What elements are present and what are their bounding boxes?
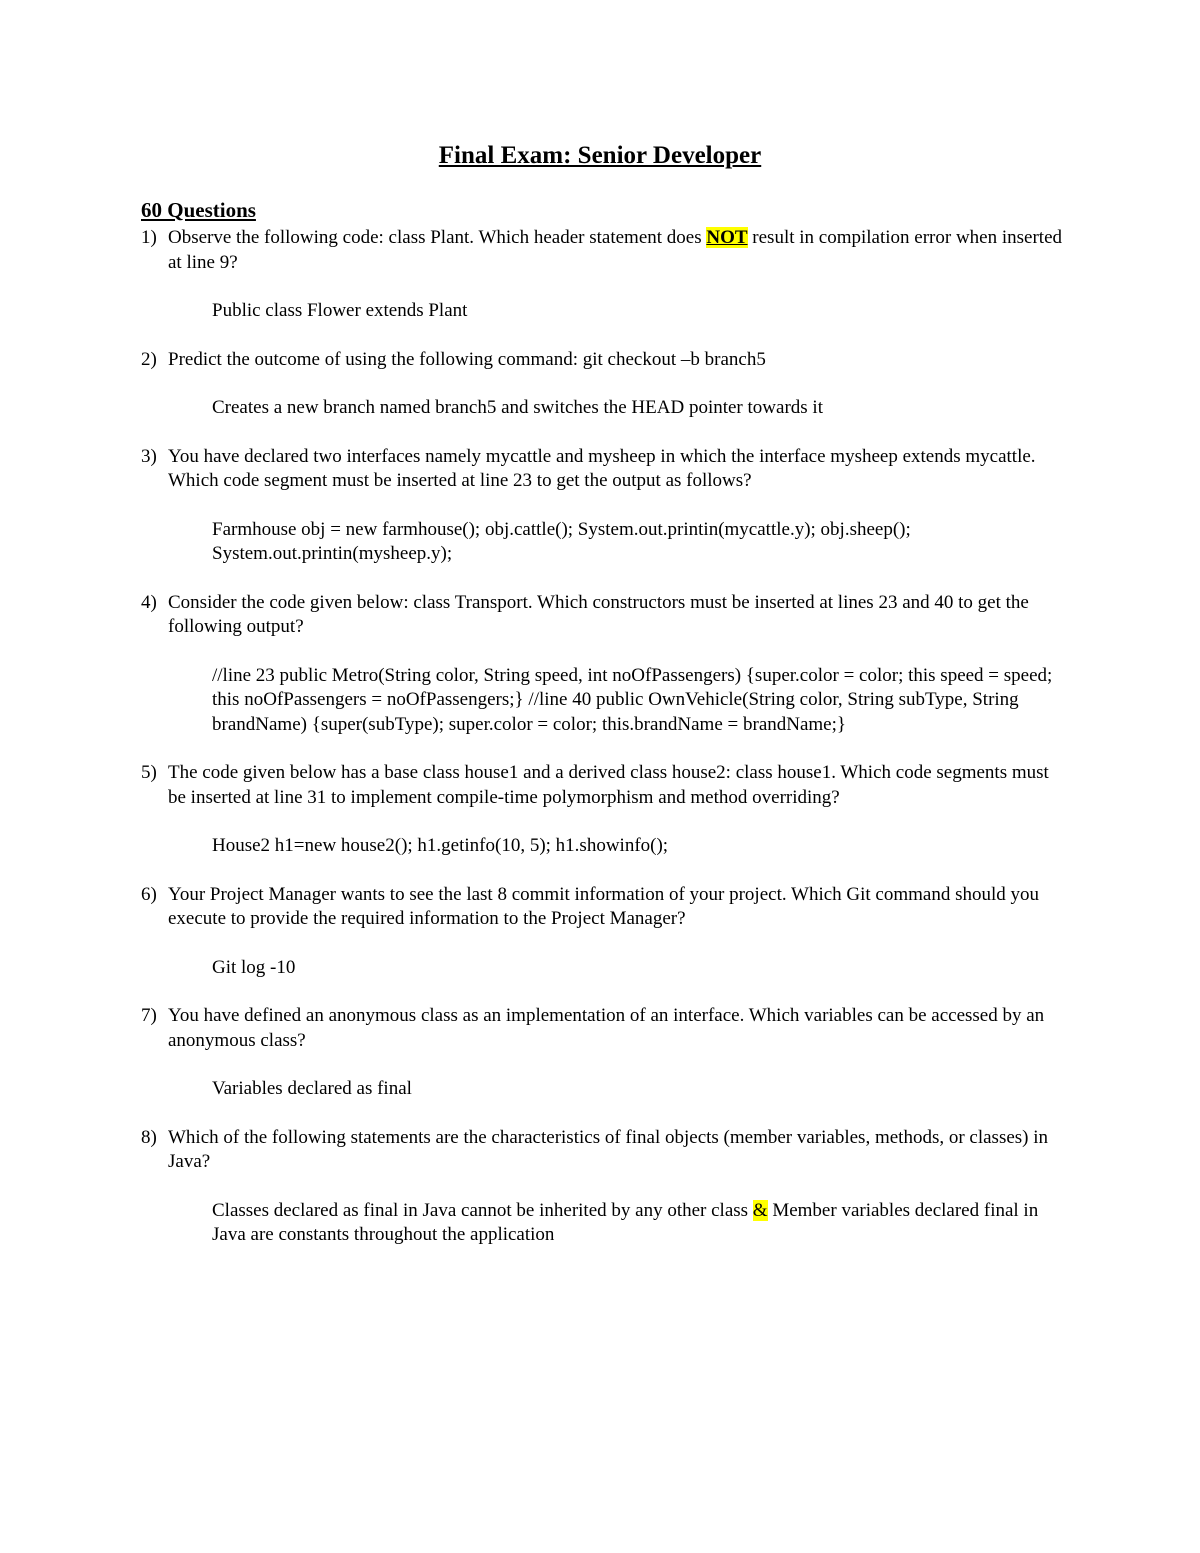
answer-text: Classes declared as final in Java cannot be inherited by any other class [212, 1199, 753, 1221]
question-4 [141, 591, 1068, 640]
question-text: Consider the code given below: class Transport. Which constructors must be inserted at lines 23 and 40 to get the following output? [168, 591, 1029, 637]
question-number: 5) [141, 762, 157, 783]
answer-1: Public class Flower extends Plant [212, 300, 468, 321]
question-text: Which of the following statements are the characteristics of final objects (member variables, methods, or classes) in Java? [168, 1126, 1049, 1172]
question-number: 2) [141, 348, 157, 370]
question-3 [141, 445, 1068, 494]
highlighted-ampersand: & [752, 1199, 768, 1221]
question-number: 6) [141, 883, 157, 905]
question-text: Predict the outcome of using the following command: git checkout –b branch5 [168, 348, 766, 370]
question-5 [141, 761, 1068, 810]
answer-3: Farmhouse obj = new farmhouse(); obj.cattle(); System.out.printin(mycattle.y); obj.sheep(); System.out.printin(mysheep.y); [212, 518, 911, 564]
question-count-heading: 60 Questions [141, 198, 256, 222]
question-text: result in compilation error when inserted at line 9? [168, 227, 1063, 273]
answer-8 [212, 1199, 1062, 1248]
question-text: The code given below has a base class house1 and a derived class house2: class house1. Which code segments must be inserted at line 31 to implement compile-time polymorphism and method overriding? [168, 762, 1049, 808]
question-1 [141, 226, 1068, 275]
question-text: Observe the following code: class Plant. Which header statement does [168, 227, 707, 248]
answer-4: //line 23 public Metro(String color, String speed, int noOfPassengers) {super.color = color; this speed = speed; this noOfPassengers = noOfPassengers;} //line 40 public OwnVehicle(String color, String subType, String brandName) {super(subType); super.color = color; this.brandName = brandName;} [212, 664, 1053, 735]
question-list [0, 226, 1200, 1272]
highlighted-word: NOT [706, 227, 748, 248]
question-number: 7) [141, 1005, 157, 1026]
answer-6: Git log -10 [212, 956, 296, 978]
question-7 [141, 1004, 1068, 1053]
question-text: You have declared two interfaces namely mycattle and mysheep in which the interface mysheep extends mycattle. Which code segment must be inserted at line 23 to get the output as follows? [168, 445, 1036, 491]
question-number: 4) [141, 591, 157, 613]
question-number: 1) [141, 227, 157, 248]
answer-7: Variables declared as final [212, 1078, 412, 1099]
question-6 [141, 883, 1068, 932]
question-text: You have defined an anonymous class as an implementation of an interface. Which variables can be accessed by an anonymous class? [168, 1005, 1045, 1051]
question-8 [141, 1126, 1068, 1175]
question-number: 3) [141, 445, 157, 467]
question-2 [141, 348, 1068, 373]
answer-5: House2 h1=new house2(); h1.getinfo(10, 5); h1.showinfo(); [212, 835, 669, 856]
answer-2: Creates a new branch named branch5 and switches the HEAD pointer towards it [212, 397, 823, 418]
answer-text: Member variables declared final in Java are constants throughout the application [212, 1199, 1039, 1245]
question-number: 8) [141, 1126, 157, 1148]
document-title: Final Exam: Senior Developer [438, 142, 762, 169]
question-text: Your Project Manager wants to see the last 8 commit information of your project. Which Git command should you execute to provide the required information to the Project Manager? [168, 883, 1040, 929]
